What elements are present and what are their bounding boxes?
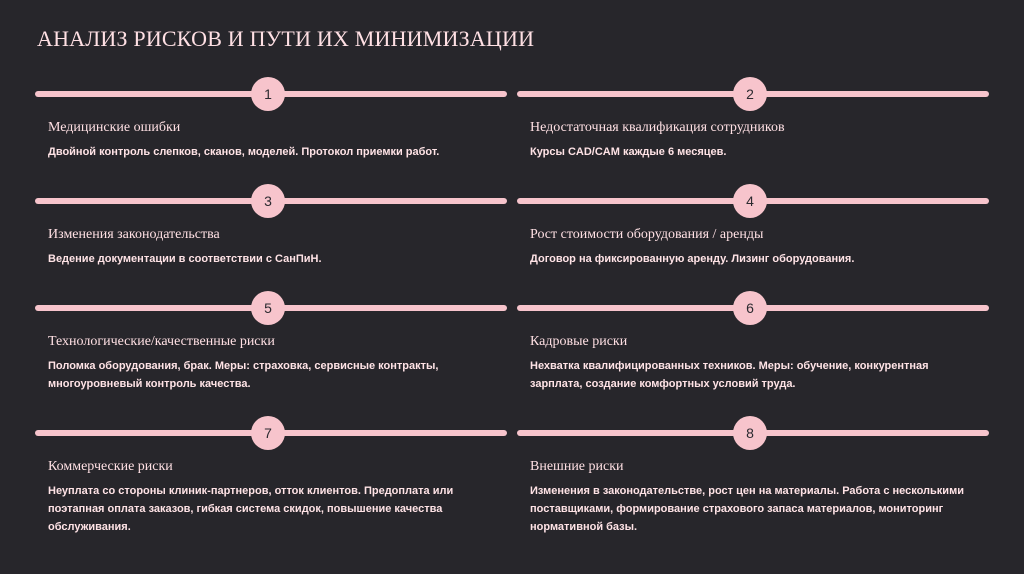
risk-heading: Коммерческие риски [48, 459, 173, 474]
step-number-badge: 6 [733, 291, 767, 325]
step-number-badge: 2 [733, 77, 767, 111]
risk-heading: Недостаточная квалификация сотрудников [530, 120, 785, 135]
step-number-badge: 1 [251, 77, 285, 111]
step-number-badge: 8 [733, 416, 767, 450]
risk-description: Курсы CAD/CAM каждые 6 месяцев. [530, 146, 727, 158]
risk-heading: Изменения законодательства [48, 227, 220, 242]
page-title: АНАЛИЗ РИСКОВ И ПУТИ ИХ МИНИМИЗАЦИИ [37, 26, 535, 51]
step-number-badge: 4 [733, 184, 767, 218]
risk-description: Двойной контроль слепков, сканов, моделей. Протокол приемки работ. [48, 146, 440, 158]
risk-heading: Кадровые риски [530, 334, 628, 349]
risk-heading: Внешние риски [530, 459, 624, 474]
risk-description: Ведение документации в соответствии с СанПиН. [48, 253, 322, 265]
risk-description: Неуплата со стороны клиник-партнеров, отток клиентов. Предоплата или поэтапная оплата заказов, гибкая система скидок, повышение качества обслуживания. [48, 485, 454, 533]
risk-heading: Медицинские ошибки [48, 120, 181, 135]
step-number-badge: 5 [251, 291, 285, 325]
risk-description: Изменения в законодательстве, рост цен на материалы. Работа с несколькими поставщиками, формирование страхового запаса материалов, мониторинг нормативной базы. [530, 485, 964, 533]
step-number-badge: 3 [251, 184, 285, 218]
step-number-badge: 7 [251, 416, 285, 450]
risk-heading: Рост стоимости оборудования / аренды [530, 227, 764, 242]
risk-description: Договор на фиксированную аренду. Лизинг оборудования. [530, 253, 855, 265]
risk-description: Поломка оборудования, брак. Меры: страховка, сервисные контракты, многоуровневый контроль качества. [48, 360, 439, 390]
risk-heading: Технологические/качественные риски [48, 334, 275, 349]
risk-description: Нехватка квалифицированных техников. Меры: обучение, конкурентная зарплата, создание комфортных условий труда. [530, 360, 929, 390]
